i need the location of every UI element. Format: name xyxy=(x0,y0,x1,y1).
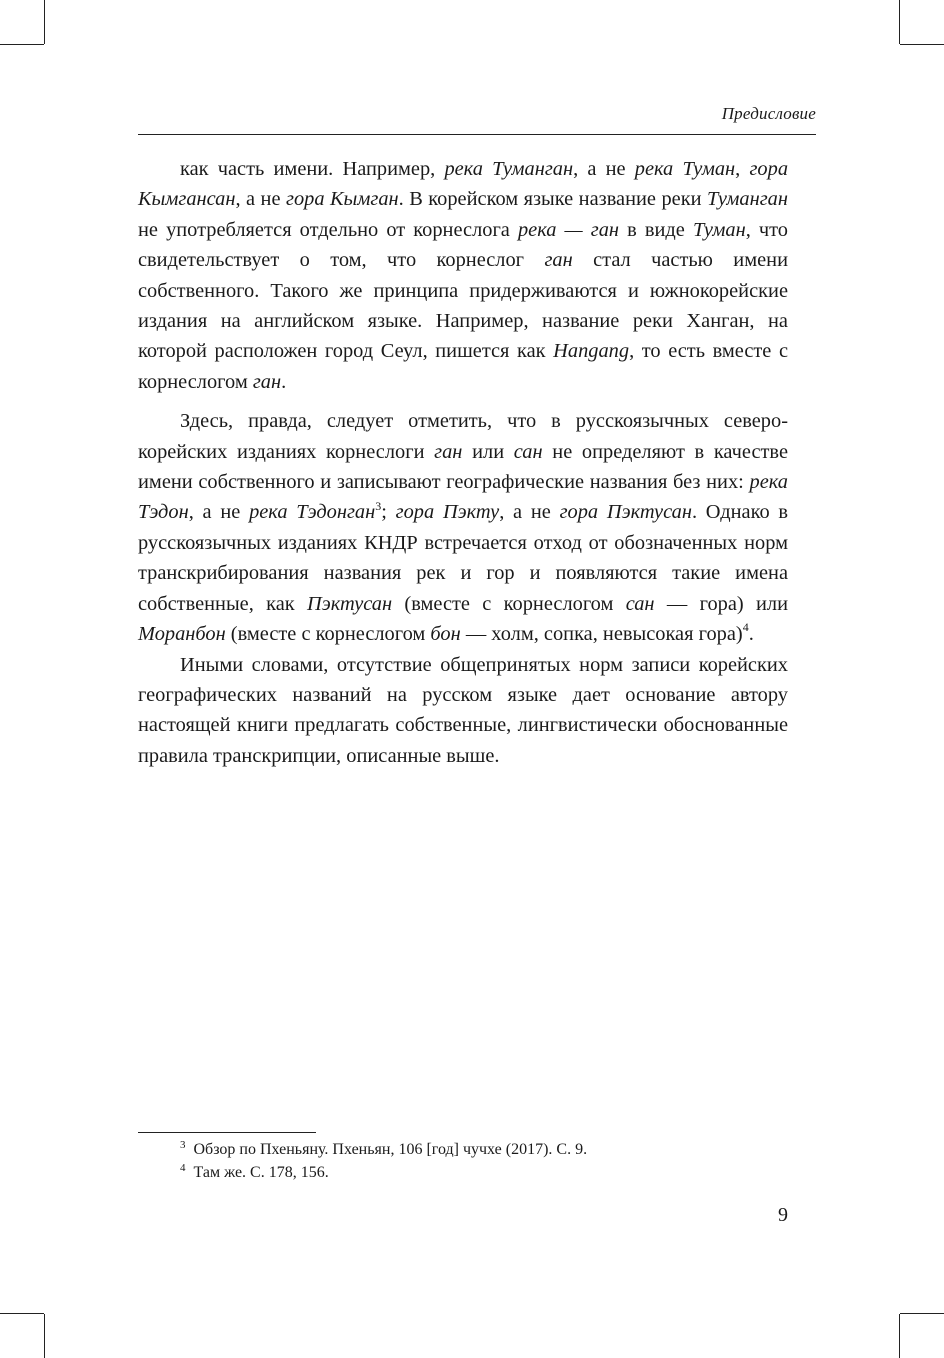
text-run: , а не xyxy=(188,501,250,524)
crop-mark-bottom-left xyxy=(44,1314,45,1358)
italic-text: река — ган xyxy=(517,218,620,241)
italic-text: гора Кымгансан xyxy=(138,158,789,211)
italic-text: река Тэдонган xyxy=(249,501,376,524)
text-run: . xyxy=(281,370,287,393)
italic-text: ган xyxy=(434,440,463,463)
italic-text: Пэктусан xyxy=(307,592,393,615)
italic-text: гора Пэкту xyxy=(395,501,500,524)
italic-text: Туманган xyxy=(707,188,788,211)
footnote xyxy=(180,1161,780,1184)
italic-text: Моранбон xyxy=(138,623,226,646)
crop-mark-top-right xyxy=(899,0,900,44)
text-run: , что свидетельствует о том, что корнеслог xyxy=(138,218,788,272)
italic-text: река Туманган xyxy=(444,158,574,180)
italic-text: сан xyxy=(625,592,655,615)
text-run: или xyxy=(462,440,514,463)
italic-text: ган xyxy=(544,249,573,272)
footnote-divider xyxy=(138,1132,316,1133)
text-run: , а не xyxy=(573,158,635,180)
crop-mark-top-right xyxy=(900,44,944,45)
footnote-reference: 3 xyxy=(375,498,382,513)
text-run: не определяют в качестве имени собственного и записывают географические названия без них: xyxy=(138,440,788,494)
paragraph xyxy=(138,650,788,772)
text-run: — холм, сопка, невысокая гора) xyxy=(460,623,743,646)
italic-text: сан xyxy=(513,440,543,463)
paragraph xyxy=(138,406,788,649)
footnote xyxy=(180,1138,780,1161)
text-run: , а не xyxy=(235,188,286,211)
paragraph xyxy=(138,154,788,397)
body-text xyxy=(138,154,788,771)
text-run: не употребляется отдельно от корнеслога xyxy=(138,218,518,241)
crop-mark-bottom-left xyxy=(0,1313,44,1314)
text-run: , xyxy=(735,158,750,180)
text-run: . В корейском языке название реки xyxy=(398,188,707,211)
text-run: как часть имени. Например, xyxy=(180,158,445,180)
italic-text: Hangang xyxy=(553,340,630,363)
italic-text: бон xyxy=(430,623,461,646)
running-head: Предисловие xyxy=(721,104,816,123)
italic-text: гора Кымган xyxy=(286,188,399,211)
footnote-number: 4 xyxy=(180,1161,186,1174)
text-run: Иными словами, отсутствие общепринятых норм записи корейских географических названий на русском языке дает основание автору настоящей книги предлагать собственные, лингвистически обоснованные правила транскрипции, описанные выше. xyxy=(138,653,788,767)
footnote-reference: 4 xyxy=(742,620,749,635)
crop-mark-bottom-right xyxy=(899,1314,900,1358)
footnote-number: 3 xyxy=(180,1138,186,1151)
footnotes xyxy=(180,1138,780,1184)
text-run: (вместе с корнеслогом xyxy=(392,592,626,615)
text-run: стал частью имени собственного. Такого же принципа придерживаются и южнокорейские издания на английском языке. Например, название реки Ханган, на которой расположен город Сеул, пишется как xyxy=(138,249,788,363)
text-run: , то есть вместе с корнеслогом xyxy=(138,340,788,393)
italic-text: Туман xyxy=(692,218,746,241)
crop-mark-top-left xyxy=(44,0,45,44)
text-run: . xyxy=(748,623,754,646)
header-divider xyxy=(138,134,816,135)
page-number: 9 xyxy=(778,1204,788,1226)
crop-mark-top-left xyxy=(0,44,44,45)
footnote-text: Там же. С. 178, 156. xyxy=(193,1164,329,1181)
text-run: ; xyxy=(381,501,396,524)
text-run: . Однако в русскоязычных изданиях КНДР встречается отход от обозначенных норм транскрибирования названия рек и гор и появляются такие имена собственные, как xyxy=(138,501,789,615)
text-run: (вместе с корнеслогом xyxy=(225,623,431,646)
text-run: , а не xyxy=(499,501,560,524)
text-run: в виде xyxy=(619,218,693,241)
footnote-text: Обзор по Пхеньяну. Пхеньян, 106 [год] чучхе (2017). С. 9. xyxy=(193,1141,588,1158)
text-run: Здесь, правда, следует отметить, что в русскоязычных северокорейских изданиях корнеслоги xyxy=(138,410,788,463)
italic-text: река Тэдон xyxy=(138,471,788,524)
crop-mark-bottom-right xyxy=(900,1313,944,1314)
italic-text: ган xyxy=(252,370,282,393)
text-run: — гора) или xyxy=(654,592,789,615)
italic-text: гора Пэктусан xyxy=(559,501,692,524)
italic-text: река Туман xyxy=(634,158,736,180)
